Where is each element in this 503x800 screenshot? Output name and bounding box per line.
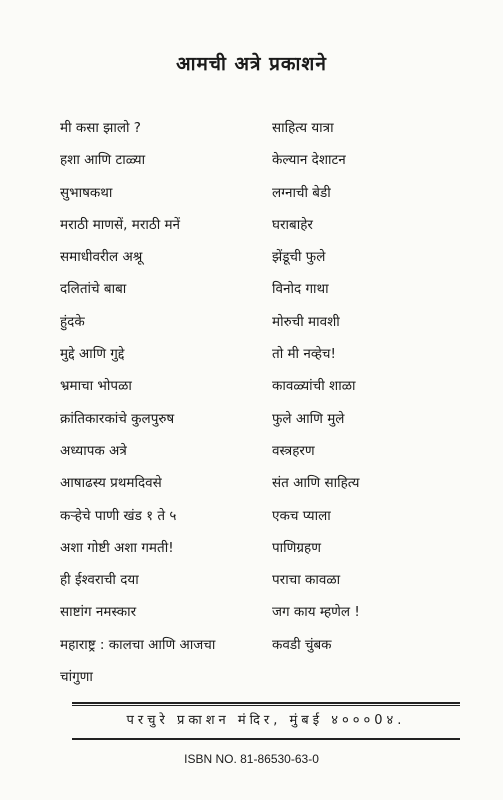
list-item: कऱ्हेचे पाणी खंड १ ते ५ — [60, 507, 177, 524]
list-item: संत आणि साहित्य — [272, 475, 360, 492]
divider-top-thin — [72, 705, 460, 706]
list-item: केल्यान देशाटन — [272, 152, 346, 169]
list-item: जग काय म्हणेल ! — [272, 604, 360, 621]
list-item: भ्रमाचा भोपळा — [60, 378, 132, 395]
list-item: अशा गोष्टी अशा गमती! — [60, 539, 174, 556]
list-item: मी कसा झालो ? — [60, 120, 141, 136]
list-item: हुंदके — [60, 313, 85, 330]
list-item: ही ईश्वराची दया — [60, 572, 139, 589]
list-item: लग्नाची बेडी — [272, 184, 331, 201]
page-title: आमची अत्रे प्रकाशने — [176, 53, 327, 75]
list-item: मोरुची मावशी — [272, 313, 340, 330]
list-item: क्रांतिकारकांचे कुलपुरुष — [60, 410, 175, 427]
list-item: पराचा कावळा — [272, 572, 341, 589]
list-item: साहित्य यात्रा — [272, 120, 334, 136]
list-item: वस्त्रहरण — [272, 442, 315, 459]
divider-top — [72, 702, 460, 704]
list-item: सुभाषकथा — [60, 184, 113, 201]
list-item: तो मी नव्हेच! — [272, 346, 336, 363]
list-item: समाधीवरील अश्रू — [60, 249, 143, 266]
list-item: विनोद गाथा — [272, 281, 329, 298]
publisher-line: परचुरे प्रकाशन मंदिर, मुंबई ४०००0४. — [126, 713, 406, 728]
left-title-list — [60, 118, 260, 699]
list-item: अध्यापक अत्रे — [60, 442, 127, 459]
list-item: कावळ्यांची शाळा — [272, 378, 356, 395]
list-item: एकच प्याला — [272, 507, 331, 524]
list-item: महाराष्ट्र : कालचा आणि आजचा — [60, 636, 216, 653]
list-item: साष्टांग नमस्कार — [60, 604, 137, 621]
list-item: कवडी चुंबक — [272, 636, 332, 653]
list-item: झेंडूची फुले — [272, 249, 326, 266]
list-item: हशा आणि टाळ्या — [60, 152, 146, 169]
list-item: मुद्दे आणि गुद्दे — [60, 346, 125, 363]
divider-bottom — [72, 738, 460, 740]
list-item: फुले आणि मुले — [272, 410, 345, 427]
list-item: घराबाहेर — [272, 216, 313, 233]
isbn-number: ISBN NO. 81-86530-63-0 — [184, 752, 319, 766]
list-item: पाणिग्रहण — [272, 539, 321, 556]
right-title-list — [272, 118, 462, 667]
list-item: मराठी माणसें, मराठी मनें — [60, 216, 181, 233]
list-item: दलितांचे बाबा — [60, 281, 127, 298]
list-item: आषाढस्य प्रथमदिवसे — [60, 475, 162, 492]
list-item: चांगुणा — [60, 669, 93, 686]
